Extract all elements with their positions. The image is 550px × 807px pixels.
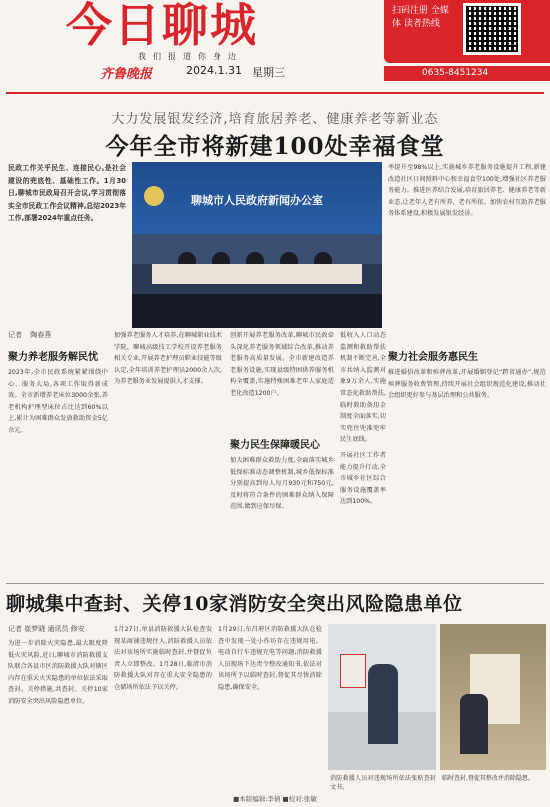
news-conference-photo[interactable] — [132, 162, 382, 328]
section-text-social: 推进婚俗改革和殡葬改革,开展婚姻登记“跨省通办”,规范殡葬服务收费管理,持续开展社会组织规范化建设,推动社会组织更好参与基层治理和公共服务。 — [388, 369, 546, 400]
col1-text: 2023年,全市民政系统紧紧围绕中心、服务大局,各项工作取得新成效。全市新增养老床位3000余张,养老机构护理型床位占比达到60%以上,累计为困难群众发放救助资金5亿余元。 — [8, 369, 108, 434]
story-divider — [6, 583, 544, 584]
second-col1-text: 为进一步消除火灾隐患,最大限度降低火灾风险,近日,聊城市消防救援支队联合各县市区消防救援大队对辖区内存在重大火灾隐患的单位依法采取查封、关停措施,共查封、关停10家消防安全突出风险隐患单位。 — [8, 640, 108, 705]
byline-name: 陶春燕 — [30, 331, 52, 339]
top-story-right-column — [388, 162, 546, 577]
top-story-kicker: 大力发展银发经济,培育旅居养老、健康养老等新业态 — [111, 112, 439, 127]
top-story-lead: 民政工作关乎民生、连接民心,是社会建设的兜底性、基础性工作。1月30日,聊城市民政局召开会议,学习贯彻落实全市民政工作会议精神,总结2023年工作,部署2024年重点任务。 — [8, 164, 126, 223]
right-column-text: 率提升至98%以上,实施城乡养老服务设施提升工程,新建改造社区日间照料中心和幸福食堂100处,增强社区养老服务能力。推进医养结合发展,培育旅居养老、健康养老等新业态,让老年人老有所养、老有所依。加快农村互助养老服务体系建设,积极发展银发经济。 — [388, 164, 546, 218]
top-story-byline — [8, 330, 108, 340]
panel-table — [152, 264, 362, 284]
conference-stage — [132, 234, 382, 328]
paper-name: 齐鲁晚报 — [100, 67, 153, 82]
banner-text: 聊城市人民政府新闻办公室 — [191, 194, 323, 207]
top-story-headline[interactable]: 今年全市将新建100处幸福食堂 — [105, 133, 445, 160]
second-story-col1 — [8, 624, 108, 788]
publication-date: 2024.1.31 — [186, 64, 242, 77]
second-story-col2: 1月27日,单县消防救援大队检查发现某商铺违规住人,消防救援人员依法对该场所实施临时查封,并督促负责人立即整改。1月28日,临清市消防救援大队对存在重大安全隐患的仓储场所依法予以关停。 — [114, 626, 212, 691]
section-head-elderly: 聚力养老服务解民忧 — [8, 352, 98, 363]
second-story-byline: 记者 崔梦晓 通讯员 修安 — [8, 625, 85, 633]
section-text-welfare: 加大困难群众救助力度,全面落实城乡低保标准动态调整机制,城乡低保标准分别提高到每人每月930元和750元,及时将符合条件的困难群众纳入保障范围,做到应保尽保。 — [230, 457, 334, 511]
audience — [132, 294, 382, 328]
top-story-col3 — [230, 330, 334, 567]
qr-code-icon[interactable] — [463, 3, 521, 55]
second-story-headline[interactable]: 聊城集中查封、关停10家消防安全突出风险隐患单位 — [6, 593, 463, 615]
byline-label: 记者 — [8, 331, 22, 339]
section-text-elderly: 创新开展养老服务改革,聊城市民政牵头深化养老服务领域综合改革,推动养老服务高质量发展。全市新建改造养老服务设施,实现县级特困供养服务机构全覆盖,实施特殊困难老年人家庭适老化改造1200户。 — [230, 332, 334, 397]
second-story-col3: 1月29日,东昌府区消防救援大队在检查中发现一处小作坊存在违规用电、电动自行车违规充电等问题,消防救援人员现场下达责令整改通知书,依法对该场所予以临时查封,督促其尽快消除隐患,确保安全。 — [218, 626, 322, 691]
col4-text: 开展社区工作者能力提升行动,全市城乡社区综合服务设施覆盖率达到100%。 — [340, 451, 386, 506]
seal-photo[interactable] — [440, 624, 546, 770]
section-head-welfare: 聚力民生保障暖民心 — [230, 440, 320, 451]
top-story-col1 — [8, 331, 108, 577]
hotline-label: 扫码注册 全媒体 读者热线 — [392, 6, 449, 29]
hotline-phone: 0635-8451234 — [384, 66, 550, 81]
inspection-photo[interactable] — [328, 624, 436, 770]
col3-text: 低收入人口动态监测和救助帮扶机制不断完善,全市共纳入监测对象9万余人,实施常态化救助帮扶,临时救助备用金制度全面落实,切实兜住兜准兜牢民生底线。 — [340, 332, 386, 444]
slogan: 我们报道你身边 — [138, 52, 243, 61]
photo-caption-1: 消防救援人员对违规场所依法张贴查封文书。 — [330, 775, 436, 791]
photo-caption-2: 临时查封,督促其整改并消除隐患。 — [442, 775, 534, 782]
top-story-col4 — [340, 330, 386, 567]
brand-logo: 今日聊城 — [66, 0, 258, 52]
page-footer: ■本版编辑:李倩 ■校对:张敏 — [233, 795, 317, 803]
section-head-social: 聚力社会服务惠民生 — [388, 352, 478, 363]
masthead-rule — [6, 92, 544, 94]
top-story-col2: 加强养老服务人才培养,在聊城职业技术学院、聊城高级技工学校开设养老服务相关专业,开展养老护理员职业技能等级认定,全年培训养老护理员2000余人次,为养老服务业发展提供人才支撑。 — [114, 332, 222, 386]
conference-banner — [132, 162, 382, 234]
weekday: 星期三 — [252, 66, 285, 79]
